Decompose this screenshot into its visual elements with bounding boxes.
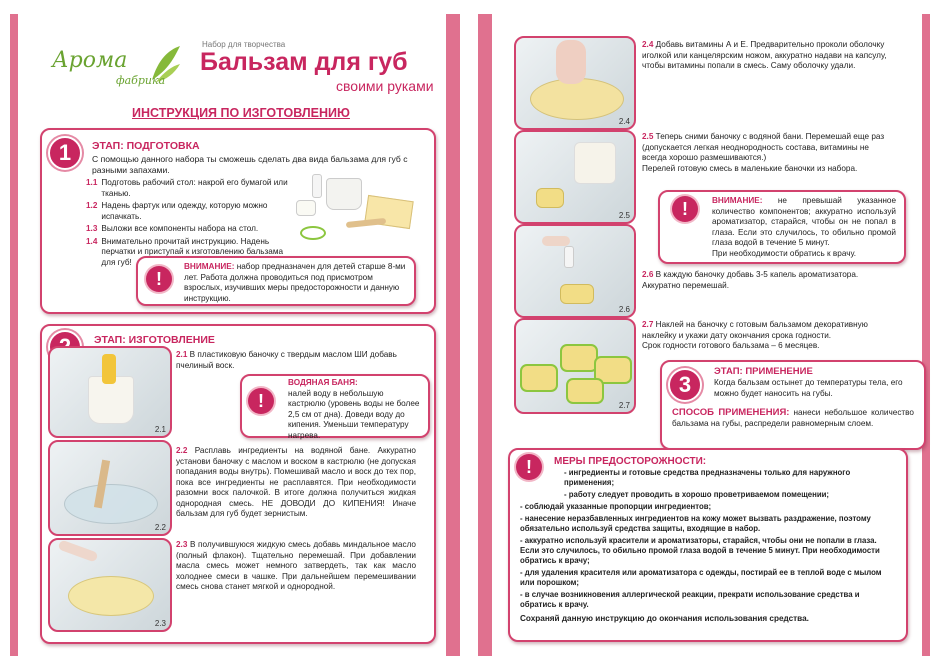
step-1-1-number: 1.1 <box>86 178 98 187</box>
photo-2-2 <box>48 440 172 536</box>
stage1-title: ЭТАП: ПОДГОТОВКА <box>92 140 200 152</box>
stage3-number: 3 <box>668 368 702 402</box>
center-right-stripe <box>478 14 492 656</box>
step-2-1-number: 2.1 <box>176 350 188 359</box>
step-1-3-text: Выложи все компоненты набора на стол. <box>101 224 259 233</box>
photo-2-5 <box>514 130 636 224</box>
step-2-5-number: 2.5 <box>642 132 654 141</box>
step-2-2 <box>176 446 416 520</box>
precaution-item-7: - в случае возникновения аллергической реакции, прекрати использование средства и обратись к врачу. <box>520 590 860 609</box>
water-bath-warning-icon: ! <box>248 388 274 414</box>
step-2-6-number: 2.6 <box>642 270 654 279</box>
stage3-title: ЭТАП: ПРИМЕНЕНИЕ <box>714 366 813 377</box>
photo-2-2-label: 2.2 <box>154 523 166 532</box>
step-1-1-text: Подготовь рабочий стол: накрой его бумагой или тканью. <box>101 178 288 198</box>
precautions-title: МЕРЫ ПРЕДОСТОРОЖНОСТИ: <box>554 456 707 467</box>
apply-label: СПОСОБ ПРИМЕНЕНИЯ: <box>672 407 790 418</box>
step-1-2-number: 1.2 <box>86 201 98 210</box>
right-warning-label: ВНИМАНИЕ: <box>712 196 763 205</box>
step-2-5-text: Теперь сними баночку с водяной бани. Перемешай еще раз (допускается легкая неоднородность состава, витамины не всегда хорошо размешиваются.) <box>642 132 885 162</box>
step-2-3-text: В получившуюся жидкую смесь добавь миндальное масло (полный флакон). Тщательно перемешай. При добавлении масла смесь может немного затвердеть, так как масло холоднее смеси в чашке. При дальнейшем перемешивании смесь снова станет мягкой и однородной. <box>176 540 416 591</box>
stage3-text: Когда бальзам остынет до температуры тела, его можно будет наносить на губы. <box>714 378 903 398</box>
right-warning-body: не превышай указанное количество компонентов; аккуратно используй ароматизатор, старайся, чтобы он не попал в глаза. Если это случилось, то обильно промой глаза водой в течение 5 минут. <box>712 196 896 247</box>
step-2-3 <box>176 540 416 593</box>
brand-name-aroma: Арома <box>52 48 128 73</box>
apply-body: нанеси небольшое количество бальзама на губы, распредели равномерным слоем. <box>672 408 914 428</box>
photo-2-3-label: 2.3 <box>154 619 166 628</box>
right-warning-icon: ! <box>672 196 698 222</box>
water-bath-label: ВОДЯНАЯ БАНЯ: <box>288 378 358 387</box>
step-2-7-text-2: Срок годности готового бальзама – 6 месяцев. <box>642 341 820 350</box>
photo-2-4 <box>514 36 636 130</box>
stage1-list <box>86 178 291 268</box>
water-bath-body: налей воду в небольшую кастрюлю (уровень воды не более 2,5 см от дна). Доведи воду до кипения. Уменьши температуру нагрева. <box>288 388 420 440</box>
step-2-2-number: 2.2 <box>176 446 188 455</box>
step-2-4-text: Добавь витамины А и Е. Предварительно проколи оболочку иголкой или канцелярским ножом, аккуратно надави на капсулу, чтобы витамины попали в смесь. Саму оболочку удали. <box>642 40 887 70</box>
step-2-7 <box>642 320 892 352</box>
step-2-1-text: В пластиковую баночку с твердым маслом ШИ добавь пчелиный воск. <box>176 350 397 370</box>
photo-2-5-label: 2.5 <box>618 211 630 220</box>
step-1-3-number: 1.3 <box>86 224 98 233</box>
step-2-2-text: Расплавь ингредиенты на водяной бане. Аккуратно установи баночку с маслом и воском в кастрюлю (не допуская попадания воды внутрь). Помешивай масло и воск до тех пор, пока все ингредиенты не расплавятся. При необходимости разомни воск палочкой. В итоге должна получиться жидкая однородная смесь. <box>176 446 416 508</box>
step-2-1 <box>176 350 416 371</box>
photo-2-7 <box>514 318 636 414</box>
stage1-warning-label: ВНИМАНИЕ: <box>184 262 235 271</box>
step-2-7-text: Наклей на баночку с готовым бальзамом декоративную наклейку и укажи дату окончания срока годности. <box>642 320 868 340</box>
step-2-7-number: 2.7 <box>642 320 654 329</box>
stage1-warning-text <box>184 262 406 304</box>
warning-icon: ! <box>146 266 172 292</box>
page-subtitle: своими руками <box>336 78 434 94</box>
precaution-item-5: - аккуратно используй красители и ароматизаторы, старайся, чтобы они не попали в глаза. Если это случилось, то обильно промой глаза водой в течение 5 минут. При необходимости обратись к врачу; <box>520 536 880 565</box>
water-bath-text <box>288 378 420 441</box>
photo-2-7-label: 2.7 <box>618 401 630 410</box>
step-2-4-number: 2.4 <box>642 40 654 49</box>
kit-components-illustration <box>296 172 426 246</box>
precaution-item-1: - ингредиенты и готовые средства предназначены только для наружного применения; <box>564 468 851 487</box>
step-1-2-text: Надень фартук или одежду, которую можно испачкать. <box>101 201 268 221</box>
step-1-4-text: Внимательно прочитай инструкцию. Надень перчатки и приступай к изготовлению бальзама для губ! <box>101 236 284 267</box>
kit-label: Набор для творчества <box>202 40 286 49</box>
brand-logo <box>52 44 182 94</box>
photo-2-6-label: 2.6 <box>618 305 630 314</box>
right-warning-body-2: При необходимости обратись к врачу. <box>712 248 857 258</box>
center-left-stripe <box>446 14 460 656</box>
step-2-3-number: 2.3 <box>176 540 188 549</box>
page-title: Бальзам для губ <box>200 48 408 76</box>
precaution-item-6: - для удаления красителя или ароматизатора с одежды, постирай ее в теплой воде с мылом или порошком; <box>520 568 882 587</box>
photo-2-1-label: 2.1 <box>154 425 166 434</box>
step-2-5 <box>642 132 892 174</box>
precautions-footer: Сохраняй данную инструкцию до окончания использования средства. <box>520 614 809 623</box>
precaution-item-3: - соблюдай указанные пропорции ингредиентов; <box>520 502 712 511</box>
step-2-2-warning: НЕ ДОВОДИ ДО КИПЕНИЯ! Иначе бальзам для губ будет зернистым. <box>176 498 417 518</box>
precautions-warning-icon: ! <box>516 454 542 480</box>
step-2-4 <box>642 40 892 72</box>
stage1-number: 1 <box>48 136 82 170</box>
instruction-title: ИНСТРУКЦИЯ ПО ИЗГОТОВЛЕНИЮ <box>132 106 350 120</box>
precaution-item-4: - нанесение неразбавленных ингредиентов на кожу может вызвать раздражение, поэтому обязательно используй средства защиты, входящие в набор. <box>520 514 871 533</box>
photo-2-1 <box>48 346 172 438</box>
step-2-5-text-2: Перелей готовую смесь в маленькие баночки из набора. <box>642 163 858 173</box>
stage2-title: ЭТАП: ИЗГОТОВЛЕНИЕ <box>94 334 215 346</box>
stage1-intro: С помощью данного набора ты сможешь сделать два вида бальзама для губ с разными запахами. <box>92 154 408 175</box>
photo-2-6 <box>514 224 636 318</box>
right-warning-text <box>712 196 896 259</box>
step-1-4-number: 1.4 <box>86 236 98 246</box>
stage1-warning-body: набор предназначен для детей старше 8-ми лет. Работа должна проводиться под присмотром взрослых, изучивших меры предосторожности и данную инструкцию. <box>184 262 406 303</box>
step-2-6 <box>642 270 892 291</box>
right-edge-stripe <box>922 14 930 656</box>
precautions-list <box>520 468 898 612</box>
precaution-item-2: - работу следует проводить в хорошо проветриваемом помещении; <box>564 490 830 499</box>
step-2-6-text: В каждую баночку добавь 3-5 капель ароматизатора. Аккуратно перемешай. <box>642 270 859 290</box>
photo-2-4-label: 2.4 <box>618 117 630 126</box>
left-edge-stripe <box>10 14 18 656</box>
brand-name-fabrika: фабрика <box>116 74 166 87</box>
apply-text <box>672 408 914 429</box>
photo-2-3 <box>48 538 172 632</box>
